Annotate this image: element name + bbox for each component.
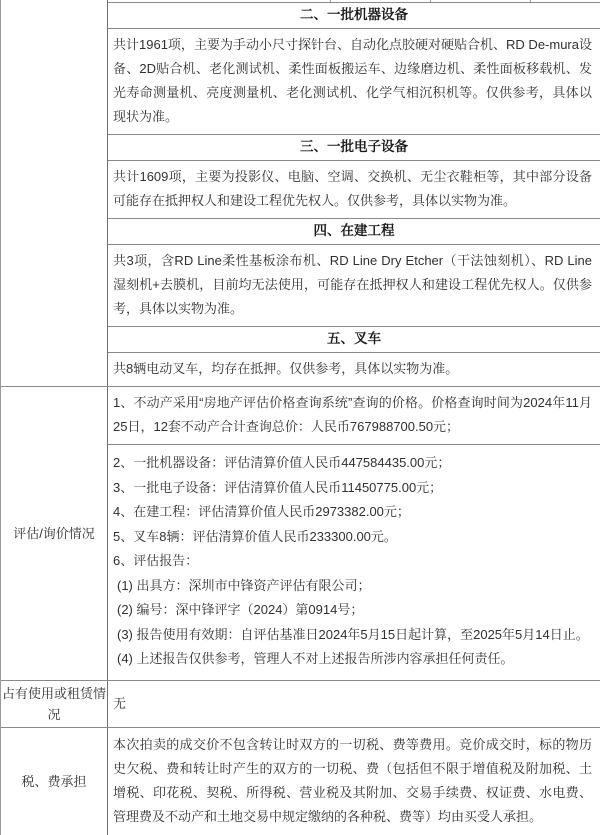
section-body-electronics: 共计1609项，主要为投影仪、电脑、空调、交换机、无尘衣鞋柜等，其中部分设备可能存在抵押权人和建设工程优先权人。仅供参考，具体以实物为准。 xyxy=(108,161,600,219)
occupancy-value: 无 xyxy=(113,695,127,711)
grid-tick xyxy=(530,0,531,2)
valuation-item-2: 2、一批机器设备：评估清算价值人民币447584435.00元； xyxy=(113,455,451,470)
section-header-machines: 二、一批机器设备 xyxy=(108,3,600,29)
valuation-item-3: 3、一批电子设备：评估清算价值人民币11450775.00元； xyxy=(113,479,443,495)
asset-sections-band xyxy=(1,0,600,387)
valuation-item-1: 1、不动产采用“房地产评估价格查询系统”查询的价格。价格查询时间为2024年11月25日，12套不动产合计查询总价：人民币767988700.50元； xyxy=(108,387,600,445)
grid-tick xyxy=(330,0,331,2)
left-empty-cell xyxy=(1,0,108,386)
section-body-machines: 共计1961项，主要为手动小尺寸探针台、自动化点胶硬对硬贴合机、RD De-mura设备、2D贴合机、老化测试机、柔性面板搬运车、边缘磨边机、柔性面板移载机、发光寿命测量机、亮度测量机、老化测试机、化学气相沉积机等。仅供参考，具体以现状为准。 xyxy=(108,29,600,135)
tax-row xyxy=(1,728,600,835)
valuation-content-column xyxy=(108,387,600,680)
valuation-row-label: 评估/询价情况 xyxy=(1,387,108,680)
valuation-item-5: 5、叉车8辆：评估清算价值人民币233300.00元。 xyxy=(113,528,397,544)
section-header-construction: 四、在建工程 xyxy=(108,219,600,245)
valuation-item-6: 6、评估报告： xyxy=(113,553,199,568)
valuation-report-issuer: (1) 出具方：深圳市中锋资产评估有限公司； xyxy=(117,577,371,593)
occupancy-row xyxy=(1,681,600,728)
valuation-items-cell xyxy=(108,445,600,680)
valuation-report-validity: (3) 报告使用有效期：自评估基准日2024年5月15日起计算，至2025年5月14日止。 xyxy=(117,626,589,642)
prev-row-sliver xyxy=(108,0,600,3)
occupancy-row-label: 占有使用或租赁情况 xyxy=(1,681,108,727)
valuation-row xyxy=(1,387,600,681)
asset-sections-column xyxy=(108,0,600,386)
grid-tick xyxy=(430,0,431,2)
section-body-construction: 共3项，含RD Line柔性基板涂布机、RD Line Dry Etcher（干法蚀刻机）、RD Line湿刻机+去膜机，目前均无法使用，可能存在抵押权人和建设工程优先权人。仅供参考，具体以实物为准。 xyxy=(108,245,600,327)
section-header-forklifts: 五、叉车 xyxy=(108,327,600,353)
valuation-report-number: (2) 编号：深中锋评字（2024）第0914号； xyxy=(117,602,364,617)
valuation-report-disclaimer: (4) 上述报告仅供参考，管理人不对上述报告所涉内容承担任何责任。 xyxy=(117,651,514,666)
section-header-electronics: 三、一批电子设备 xyxy=(108,135,600,161)
section-body-forklifts: 共8辆电动叉车，均存在抵押。仅供参考，具体以实物为准。 xyxy=(113,361,459,376)
tax-row-label: 税、费承担 xyxy=(1,728,108,835)
tax-row-body: 本次拍卖的成交价不包含转让时双方的一切税、费等费用。竞价成交时，标的物历史欠税、费和转让时产生的双方的一切税、费（包括但不限于增值税及附加税、土增税、印花税、契税、所得税、营业税及其附加、交易手续费、权证费、水电费、管理费及不动产和土地交易中规定缴纳的各种税、费等）均由买受人承担。 xyxy=(113,736,592,824)
valuation-item-4: 4、在建工程：评估清算价值人民币2973382.00元； xyxy=(113,504,410,519)
